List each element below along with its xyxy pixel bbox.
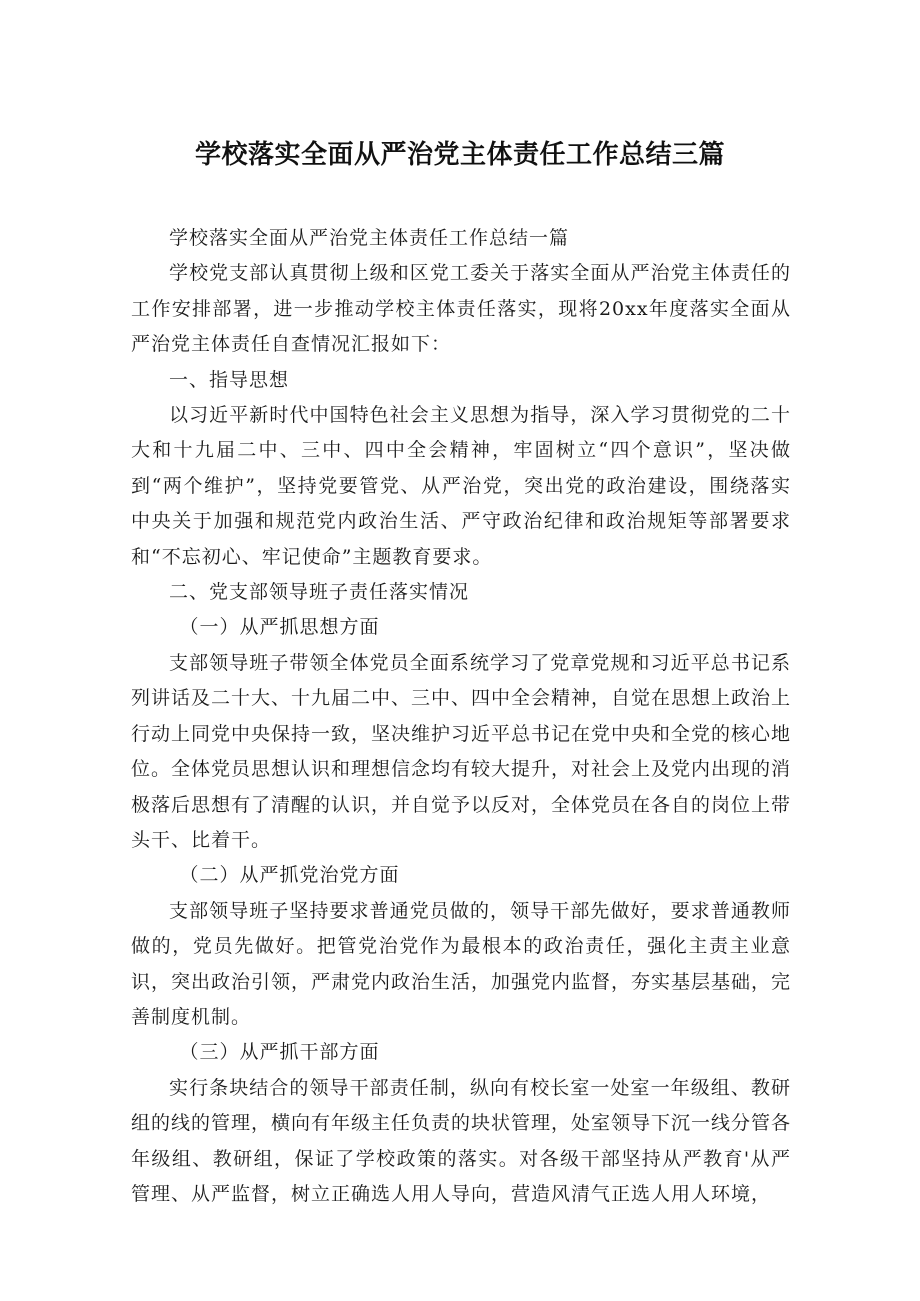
paragraph: 二、党支部领导班子责任落实情况 <box>169 581 470 604</box>
paragraph: 支部领导班子带领全体党员全面系统学习了党章党规和习近平总书记系列讲话及二十大、十九届二中、三中、四中全会精神，自觉在思想上政治上行动上同党中央保持一致，坚决维护习近平总书记在党中央和全党的核心地位。全体党员思想认识和理想信念均有较大提升，对社会上及党内出现的消极落后思想有了清醒的认识，并自觉予以反对，全体党员在各自的岗位上带头干、比着干。 <box>131 651 792 851</box>
paragraph: 实行条块结合的领导干部责任制，纵向有校长室一处室一年级组、教研组的线的管理，横向有年级主任负责的块状管理，处室领导下沉一线分管各年级组、教研组，保证了学校政策的落实。对各级干部坚持从严教育'从严管理、从严监督，树立正确选人用人导向，营造风清气正选人用人环境， <box>131 1076 792 1205</box>
paragraph: 支部领导班子坚持要求普通党员做的，领导干部先做好，要求普通教师做的，党员先做好。把管党治党作为最根本的政治责任，强化主责主业意识，突出政治引领，严肃党内政治生活，加强党内监督，夯实基层基础，完善制度机制。 <box>131 899 792 1028</box>
document-title: 学校落实全面从严治党主体责任工作总结三篇 <box>194 140 725 171</box>
document-body <box>131 221 791 1212</box>
paragraph: 学校党支部认真贯彻上级和区党工委关于落实全面从严治党主体责任的工作安排部署，进一步推动学校主体责任落实，现将20xx年度落实全面从严治党主体责任自查情况汇报如下： <box>131 262 791 356</box>
paragraph: 以习近平新时代中国特色社会主义思想为指导，深入学习贯彻党的二十大和十九届二中、三中、四中全会精神，牢固树立“四个意识”，坚决做到“两个维护”，坚持党要管党、从严治党，突出党的政治建设，围绕落实中央关于加强和规范党内政治生活、严守政治纪律和政治规矩等部署要求和“不忘初心、牢记使命”主题教育要求。 <box>131 404 791 568</box>
paragraph: 学校落实全面从严治党主体责任工作总结一篇 <box>169 227 570 249</box>
subsection-heading: （三）从严抓干部方面 <box>179 1041 380 1064</box>
paragraph: 一、指导思想 <box>169 368 290 391</box>
subsection-heading: （一）从严抓思想方面 <box>179 616 380 639</box>
subsection-heading: （二）从严抓党治党方面 <box>179 864 400 887</box>
